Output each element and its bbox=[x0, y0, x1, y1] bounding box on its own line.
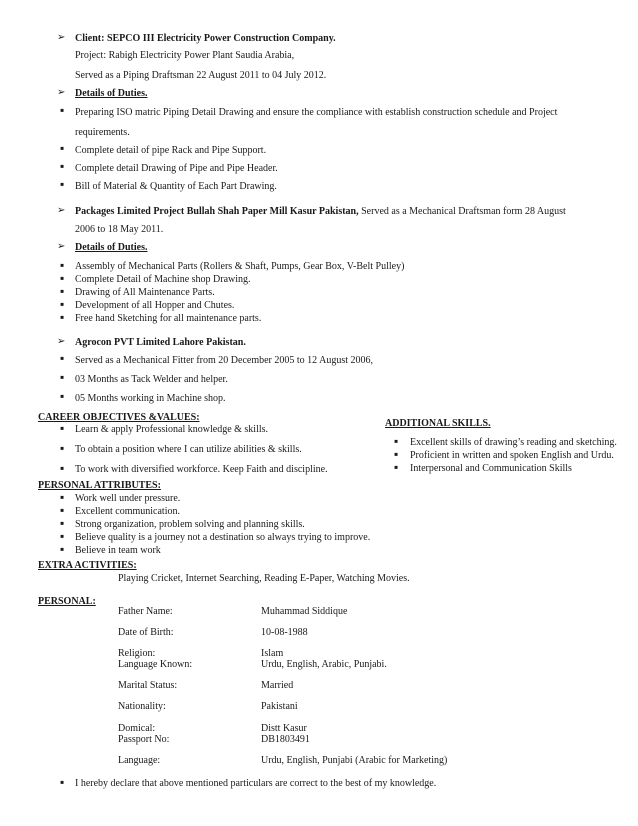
role-line: Served as a Piping Draftsman 22 August 2011 to 04 July 2012. bbox=[75, 70, 327, 81]
personal-label: Passport No: bbox=[118, 734, 170, 745]
square-bullet-icon bbox=[60, 775, 64, 790]
personal-value: Married bbox=[261, 680, 294, 691]
list-item: To obtain a position where I can utilize abilities & skills. bbox=[75, 444, 302, 455]
arrow-bullet-icon bbox=[57, 87, 65, 99]
list-item: Interpersonal and Communication Skills bbox=[410, 463, 572, 474]
square-bullet-icon bbox=[60, 461, 64, 476]
job2-role-cont: 2006 to 18 May 2011. bbox=[75, 224, 164, 235]
personal-label: Nationality: bbox=[118, 701, 166, 712]
extra-heading: EXTRA ACTIVITIES: bbox=[38, 560, 137, 571]
personal-label: Father Name: bbox=[118, 606, 173, 617]
personal-value: Islam bbox=[261, 648, 284, 659]
job2-line bbox=[75, 206, 566, 218]
personal-value: Pakistani bbox=[261, 701, 298, 712]
personal-value: Urdu, English, Punjabi (Arabic for Marketing) bbox=[261, 755, 448, 766]
attributes-heading: PERSONAL ATTRIBUTES: bbox=[38, 480, 161, 491]
job2-title: Packages Limited Project Bullah Shah Paper Mill Kasur Pakistan, bbox=[75, 206, 359, 217]
arrow-bullet-icon bbox=[57, 336, 65, 348]
list-item: Work well under pressure. bbox=[75, 493, 181, 504]
list-item: Strong organization, problem solving and planning skills. bbox=[75, 519, 305, 530]
job3-title: Agrocon PVT Limited Lahore Pakistan. bbox=[75, 337, 246, 348]
list-item: Learn & apply Professional knowledge & skills. bbox=[75, 424, 269, 435]
square-bullet-icon bbox=[60, 441, 64, 456]
personal-label: Language: bbox=[118, 755, 161, 766]
square-bullet-icon bbox=[60, 177, 64, 192]
square-bullet-icon bbox=[60, 103, 64, 118]
square-bullet-icon bbox=[60, 159, 64, 174]
client-name: SEPCO III Electricity Power Construction Company. bbox=[106, 33, 336, 44]
personal-label: Marital Status: bbox=[118, 680, 178, 691]
personal-value: 10-08-1988 bbox=[261, 627, 308, 638]
duties-heading: Details of Duties. bbox=[75, 242, 148, 253]
extra-text: Playing Cricket, Internet Searching, Reading E-Paper, Watching Movies. bbox=[118, 573, 410, 584]
personal-value: Urdu, English, Arabic, Punjabi. bbox=[261, 659, 387, 670]
arrow-bullet-icon bbox=[57, 32, 65, 44]
list-item: Excellent skills of drawing’s reading and sketching. bbox=[410, 437, 617, 448]
list-item: Complete detail Drawing of Pipe and Pipe Header. bbox=[75, 163, 278, 174]
list-item: Complete Detail of Machine shop Drawing. bbox=[75, 274, 251, 285]
personal-value: DB1803491 bbox=[261, 734, 310, 745]
square-bullet-icon bbox=[60, 389, 64, 404]
list-item: Free hand Sketching for all maintenance parts. bbox=[75, 313, 262, 324]
personal-heading: PERSONAL: bbox=[38, 596, 96, 607]
square-bullet-icon bbox=[60, 351, 64, 366]
square-bullet-icon bbox=[60, 421, 64, 436]
duties-heading: Details of Duties. bbox=[75, 88, 148, 99]
personal-value: Muhammad Siddique bbox=[261, 606, 348, 617]
square-bullet-icon bbox=[60, 370, 64, 385]
list-item: Development of all Hopper and Chutes. bbox=[75, 300, 235, 311]
list-item: Complete detail of pipe Rack and Pipe Support. bbox=[75, 145, 267, 156]
list-item: 05 Months working in Machine shop. bbox=[75, 393, 226, 404]
client-line bbox=[75, 33, 336, 45]
square-bullet-icon bbox=[60, 542, 64, 557]
project-line: Project: Rabigh Electricity Power Plant Saudia Arabia, bbox=[75, 50, 295, 61]
client-prefix: Client: bbox=[75, 33, 107, 44]
personal-label: Language Known: bbox=[118, 659, 193, 670]
personal-value: Distt Kasur bbox=[261, 723, 307, 734]
list-item: To work with diversified workforce. Keep Faith and discipline. bbox=[75, 464, 328, 475]
list-item: Preparing ISO matric Piping Detail Drawing and ensure the compliance with establish construction schedule and Project bbox=[75, 107, 558, 118]
list-item: Bill of Material & Quantity of Each Part Drawing. bbox=[75, 181, 277, 192]
additional-heading: ADDITIONAL SKILLS. bbox=[385, 418, 491, 429]
square-bullet-icon bbox=[60, 141, 64, 156]
list-item: Believe in team work bbox=[75, 545, 161, 556]
list-item: Excellent communication. bbox=[75, 506, 180, 517]
declaration: I hereby declare that above mentioned particulars are correct to the best of my knowledge. bbox=[75, 778, 437, 789]
square-bullet-icon bbox=[60, 310, 64, 325]
job2-role: Served as a Mechanical Draftsman form 28 August bbox=[358, 206, 566, 217]
list-item: Drawing of All Maintenance Parts. bbox=[75, 287, 215, 298]
square-bullet-icon bbox=[394, 460, 398, 475]
list-item: 03 Months as Tack Welder and helper. bbox=[75, 374, 228, 385]
arrow-bullet-icon bbox=[57, 205, 65, 217]
list-item: Believe quality is a journey not a destination so always trying to improve. bbox=[75, 532, 371, 543]
list-item: requirements. bbox=[75, 127, 130, 138]
personal-label: Domical: bbox=[118, 723, 156, 734]
list-item: Served as a Mechanical Fitter from 20 December 2005 to 12 August 2006, bbox=[75, 355, 373, 366]
personal-label: Religion: bbox=[118, 648, 156, 659]
personal-label: Date of Birth: bbox=[118, 627, 174, 638]
list-item: Assembly of Mechanical Parts (Rollers & Shaft, Pumps, Gear Box, V-Belt Pulley) bbox=[75, 261, 405, 272]
arrow-bullet-icon bbox=[57, 241, 65, 253]
list-item: Proficient in written and spoken English and Urdu. bbox=[410, 450, 614, 461]
career-heading: CAREER OBJECTIVES &VALUES: bbox=[38, 412, 200, 423]
